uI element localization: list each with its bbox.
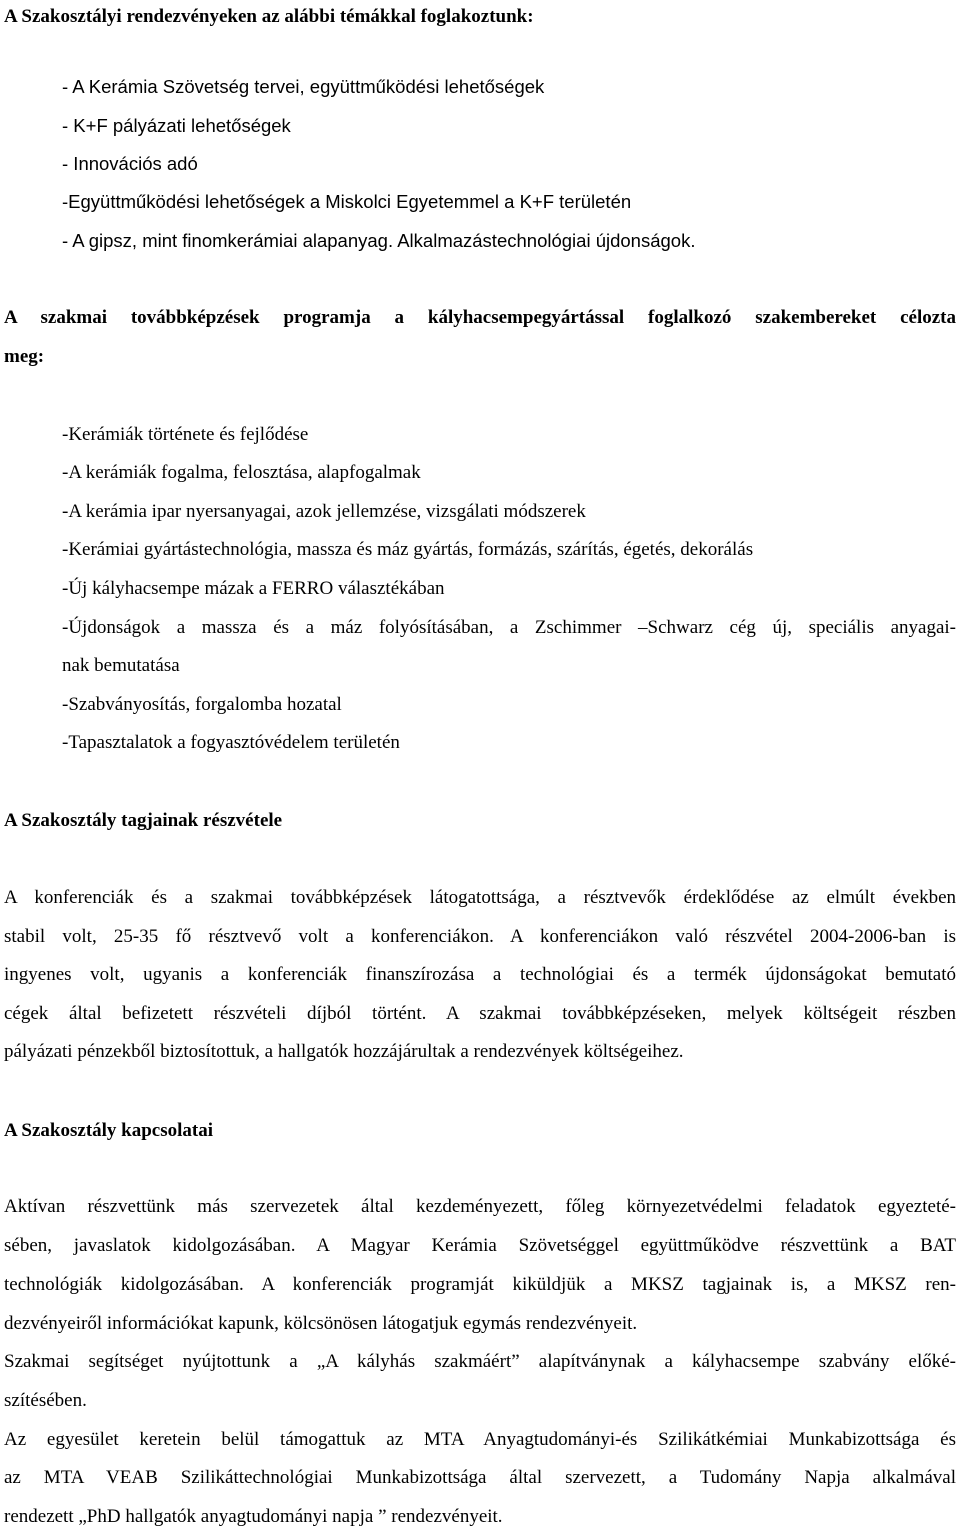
paragraph-line: Aktívan részvettünk más szervezetek által kezdeményezett, főleg környezetvédelmi feladatok egyezteté- [4,1196,956,1217]
paragraph-line: A konferenciák és a szakmai továbbképzések látogatottsága, a résztvevők érdeklődése az elmúlt években [4,887,956,908]
paragraph-line: rendezett „PhD hallgatók anyagtudományi napja ” rendezvényeit. [4,1506,503,1527]
paragraph-line: szítésében. [4,1390,87,1411]
list-item: -A kerámia ipar nyersanyagai, azok jellemzése, vizsgálati módszerek [62,501,586,522]
list-item: - K+F pályázati lehetőségek [62,115,291,136]
list-item-cont: nak bemutatása [62,655,180,676]
paragraph-line: ingyenes volt, ugyanis a konferenciák finanszírozása a technológiai és a termék újdonságokat bemutató [4,964,956,985]
list-item: -Együttműködési lehetőségek a Miskolci Egyetemmel a K+F területén [62,191,632,212]
section-heading-events: A Szakosztályi rendezvényeken az alábbi témákkal foglakoztunk: [4,6,534,27]
paragraph-line: cégek által befizetett részvételi díjból történt. A szakmai továbbképzéseken, melyek költségeit részben [4,1003,956,1024]
section-heading-participation: A Szakosztály tagjainak részvétele [4,810,283,831]
paragraph-line: az MTA VEAB Szilikáttechnológiai Munkabizottsága által szervezett, a Tudomány Napja alkalmával [4,1467,956,1488]
list-item: -Kerámiák története és fejlődése [62,424,309,445]
paragraph-line: Szakmai segítséget nyújtottunk a „A kályhás szakmáért” alapítványnak a kályhacsempe szabvány előké- [4,1351,956,1372]
list-item: -A kerámiák fogalma, felosztása, alapfogalmak [62,462,421,483]
section-heading-training-cont: meg: [4,346,45,367]
paragraph-line: Az egyesület keretein belül támogattuk az MTA Anyagtudományi-és Szilikátkémiai Munkabizottsága és [4,1429,956,1450]
list-item: -Újdonságok a massza és a máz folyósításában, a Zschimmer –Schwarz cég új, speciális anyagai- [62,617,956,638]
section-heading-training: A szakmai továbbképzések programja a kályhacsempegyártással foglalkozó szakembereket célozta [4,307,956,328]
list-item: -Kerámiai gyártástechnológia, massza és máz gyártás, formázás, szárítás, égetés, dekorálás [62,539,754,560]
section-heading-relations: A Szakosztály kapcsolatai [4,1120,214,1141]
list-item: - A gipsz, mint finomkerámiai alapanyag. Alkalmazástechnológiai újdonságok. [62,230,696,251]
paragraph-line: technológiák kidolgozásában. A konferenciák programját kiküldjük a MKSZ tagjainak is, a MKSZ ren- [4,1274,956,1295]
list-item: -Szabványosítás, forgalomba hozatal [62,694,342,715]
list-item: -Új kályhacsempe mázak a FERRO választékában [62,578,445,599]
paragraph-line: stabil volt, 25-35 fő résztvevő volt a konferenciákon. A konferenciákon való részvétel 2004-2006-ban is [4,926,956,947]
list-item: - Innovációs adó [62,153,198,174]
paragraph-line: dezvényeiről információkat kapunk, kölcsönösen látogatjuk egymás rendezvényeit. [4,1313,638,1334]
paragraph-line: sében, javaslatok kidolgozásában. A Magyar Kerámia Szövetséggel együttműködve részvettünk a BAT [4,1235,956,1256]
list-item: - A Kerámia Szövetség tervei, együttműködési lehetőségek [62,76,545,97]
paragraph-line: pályázati pénzekből biztosítottuk, a hallgatók hozzájárultak a rendezvények költségeihez. [4,1041,684,1062]
list-item: -Tapasztalatok a fogyasztóvédelem területén [62,732,400,753]
